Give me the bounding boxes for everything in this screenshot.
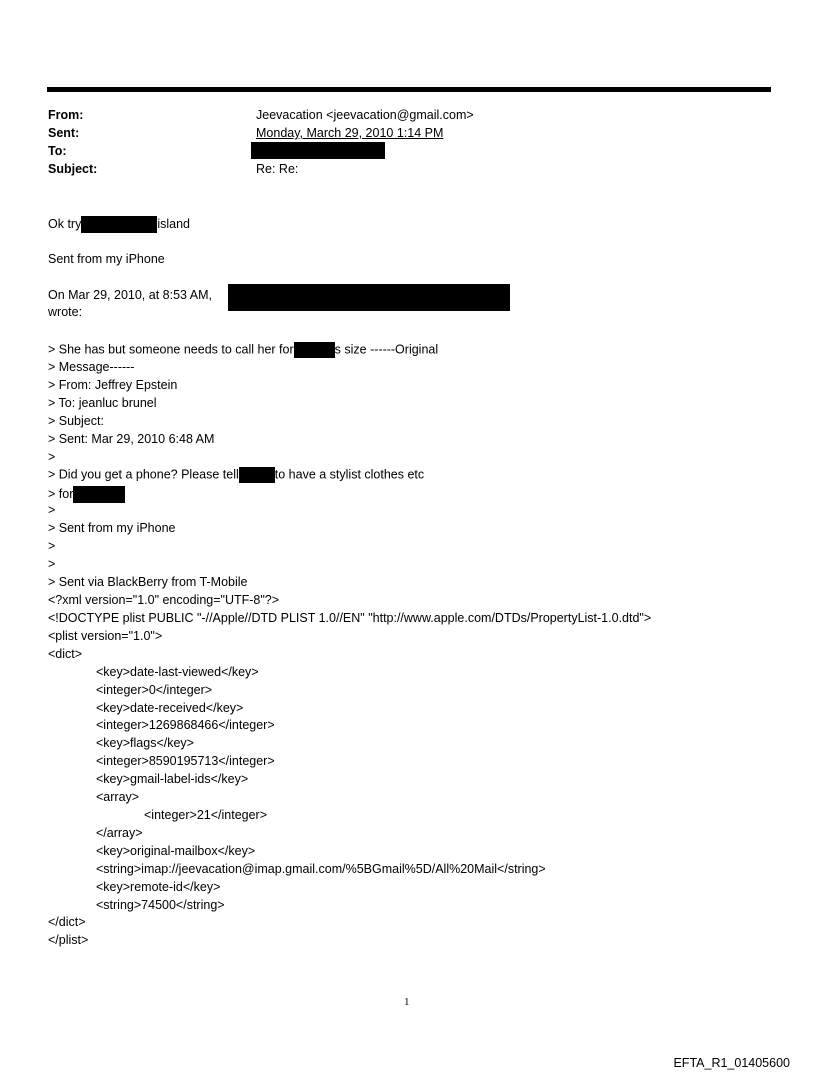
plist-line: </array> <box>96 826 143 840</box>
quote-line: > Sent: Mar 29, 2010 6:48 AM <box>48 432 215 446</box>
from-value: Jeevacation <jeevacation@gmail.com> <box>256 108 474 122</box>
body-text: > for <box>48 486 74 501</box>
quote-line: > Message------ <box>48 360 135 374</box>
plist-line: <integer>8590195713</integer> <box>96 754 275 768</box>
subject-value: Re: Re: <box>256 162 299 176</box>
plist-line: <key>gmail-label-ids</key> <box>96 772 249 786</box>
plist-line: <array> <box>96 790 140 804</box>
plist-line: <plist version="1.0"> <box>48 629 163 643</box>
redaction-to <box>251 142 385 159</box>
plist-line: <key>original-mailbox</key> <box>96 844 256 858</box>
subject-label: Subject: <box>48 162 98 176</box>
redaction-box <box>294 342 335 358</box>
from-label: From: <box>48 108 84 122</box>
quote-line: > From: Jeffrey Epstein <box>48 378 178 392</box>
sent-label: Sent: <box>48 126 80 140</box>
sent-value: Monday, March 29, 2010 1:14 PM <box>256 126 444 140</box>
quote-line: > <box>48 503 56 517</box>
plist-line: <!DOCTYPE plist PUBLIC "-//Apple//DTD PLIST 1.0//EN" "http://www.apple.com/DTDs/PropertyList-1.0.dtd"> <box>48 611 652 625</box>
to-label: To: <box>48 144 67 158</box>
plist-line: <integer>1269868466</integer> <box>96 718 275 732</box>
quote-line: > <box>48 557 56 571</box>
wrote-line: wrote: <box>48 305 83 319</box>
plist-line: <key>date-last-viewed</key> <box>96 665 259 679</box>
plist-line: <key>flags</key> <box>96 736 194 750</box>
redaction-sender <box>228 284 510 311</box>
plist-line: <?xml version="1.0" encoding="UTF-8"?> <box>48 593 280 607</box>
quote-line: > Sent via BlackBerry from T-Mobile <box>48 575 248 589</box>
on-date-line <box>48 288 212 302</box>
quote-line: > <box>48 450 56 464</box>
plist-line: <integer>0</integer> <box>96 683 213 697</box>
body-text: s size ------Original <box>334 342 439 357</box>
quote-line: > To: jeanluc brunel <box>48 396 157 410</box>
quote-line <box>48 467 424 483</box>
quote-line: > Subject: <box>48 414 104 428</box>
quote-line <box>48 486 125 503</box>
bates-number: EFTA_R1_01405600 <box>673 1056 790 1070</box>
body-text: On Mar 29, 2010, at 8:53 AM, <box>48 288 212 302</box>
plist-line: </dict> <box>48 915 86 929</box>
body-text: > Did you get a phone? Please tell <box>48 467 239 482</box>
redaction-box <box>73 486 125 503</box>
body-text: island <box>157 216 191 231</box>
redaction-box <box>81 216 157 233</box>
plist-line: <string>74500</string> <box>96 898 225 912</box>
plist-line: </plist> <box>48 933 89 947</box>
body-line-ok-try <box>48 216 190 233</box>
body-text: to have a stylist clothes etc <box>274 467 425 482</box>
sent-from-iphone: Sent from my iPhone <box>48 252 165 266</box>
quote-line: > <box>48 539 56 553</box>
plist-line: <string>imap://jeevacation@imap.gmail.com/%5BGmail%5D/All%20Mail</string> <box>96 862 546 876</box>
header-rule <box>47 87 771 92</box>
quote-line: > Sent from my iPhone <box>48 521 176 535</box>
redaction-box <box>239 467 275 483</box>
page-number: 1 <box>404 996 410 1008</box>
plist-line: <integer>21</integer> <box>144 808 268 822</box>
body-text: Ok try <box>48 216 82 231</box>
plist-line: <key>date-received</key> <box>96 701 244 715</box>
quote-line <box>48 342 438 358</box>
body-text: > She has but someone needs to call her for <box>48 342 294 357</box>
plist-line: <dict> <box>48 647 83 661</box>
plist-line: <key>remote-id</key> <box>96 880 221 894</box>
